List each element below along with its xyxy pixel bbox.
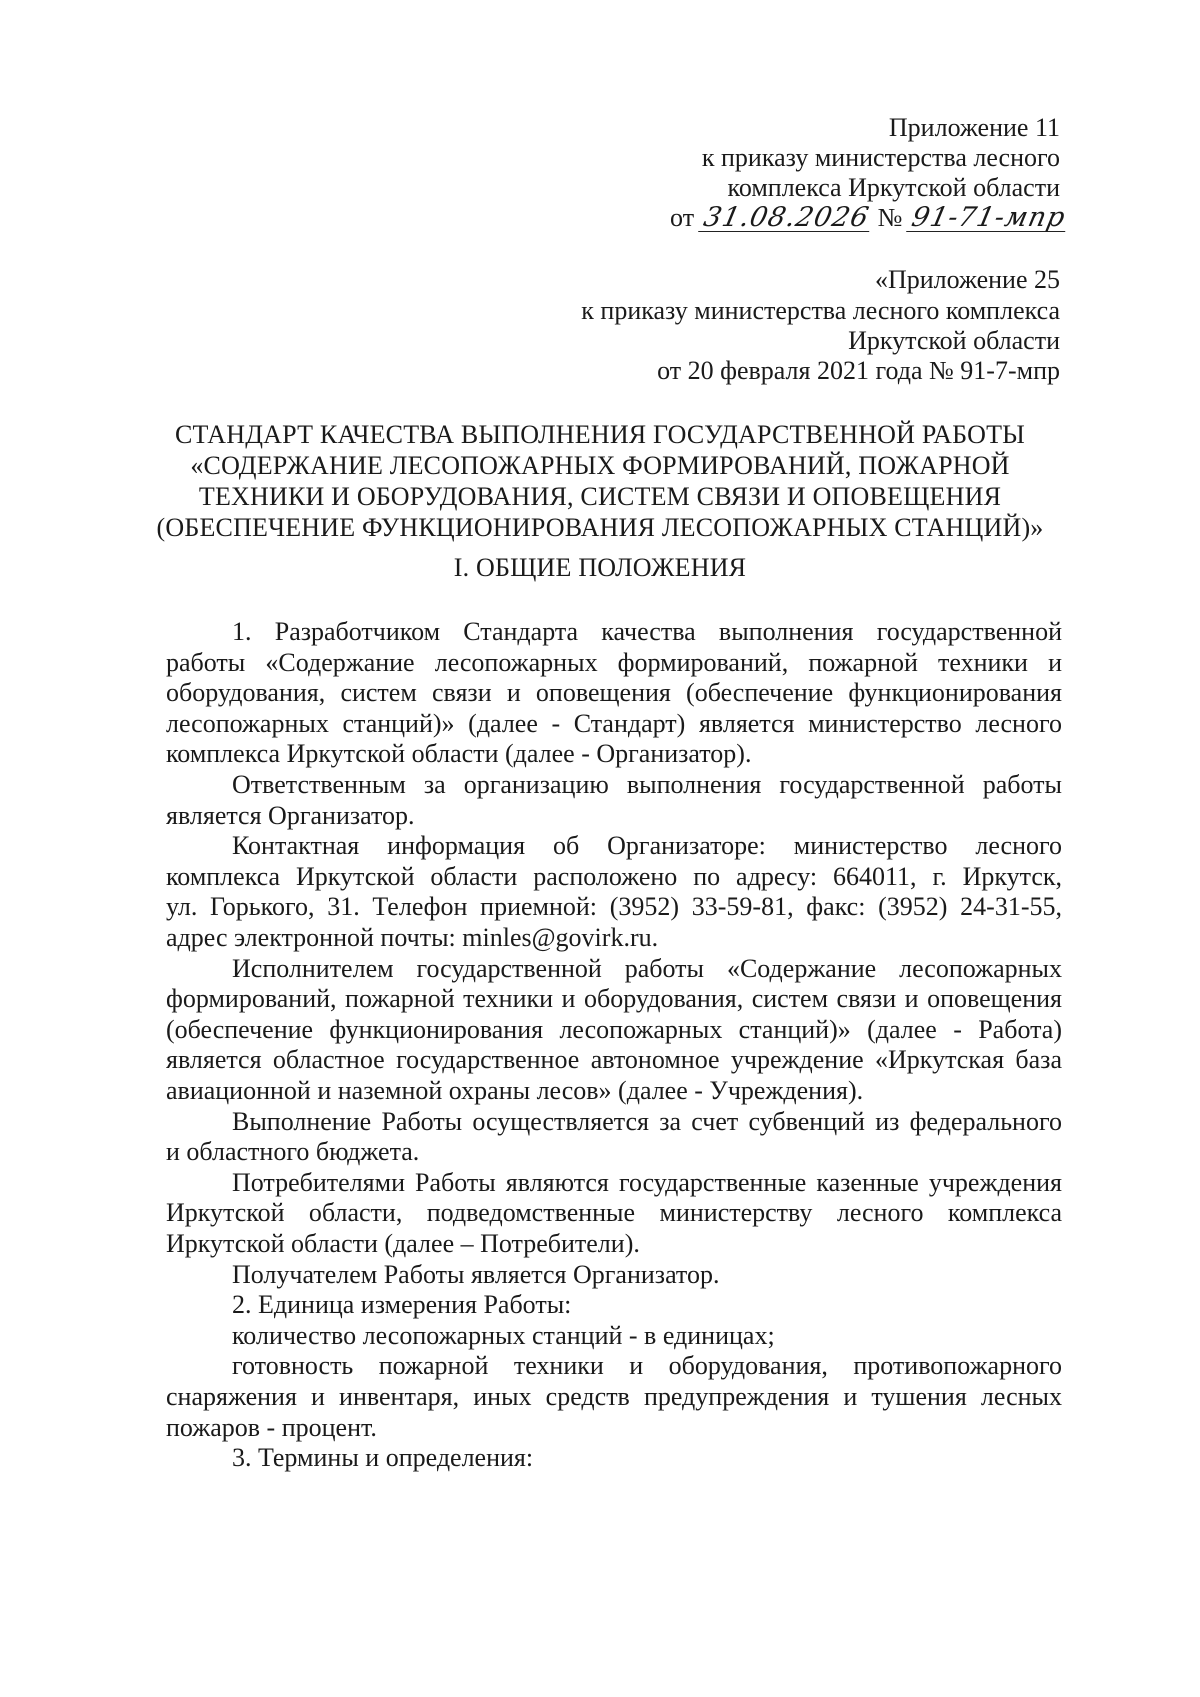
paragraph-line: адрес электронной почты: minles@govirk.ru. [166,923,659,952]
paragraph-line: Контактная информация об Организаторе: министерство лесного [232,831,1062,861]
paragraph-line: Иркутской области, подведомственные министерству лесного комплекса [166,1198,1062,1228]
paragraph-line: формирований, пожарной техники и оборудования, систем связи и оповещения [166,984,1062,1014]
paragraph-line: 2. Единица измерения Работы: [232,1290,572,1320]
paragraph-line: комплекса Иркутской области (далее - Организатор). [166,739,752,769]
title-line-3: ТЕХНИКИ И ОБОРУДОВАНИЯ, СИСТЕМ СВЯЗИ И ОПОВЕЩЕНИЯ [198,482,1002,511]
paragraph-line: пожаров - процент. [166,1412,377,1442]
paragraph-line: комплекса Иркутской области расположено по адресу: 664011, г. Иркутск, [166,861,1062,891]
paragraph-line: готовность пожарной техники и оборудования, противопожарного [232,1351,1062,1381]
appendix11-line3: комплекса Иркутской области [727,173,1060,202]
paragraph-line: Исполнителем государственной работы «Содержание лесопожарных [232,953,1062,983]
paragraph-line: снаряжения и инвентаря, иных средств предупреждения и тушения лесных [166,1382,1062,1411]
appendix11-date-line [670,203,1068,233]
paragraph-line: оборудования, систем связи и оповещения (обеспечение функционирования [166,678,1062,708]
title-line-4: (ОБЕСПЕЧЕНИЕ ФУНКЦИОНИРОВАНИЯ ЛЕСОПОЖАРНЫХ СТАНЦИЙ)» [156,513,1044,542]
paragraph-line: Получателем Работы является Организатор. [232,1259,720,1289]
title-line-2: «СОДЕРЖАНИЕ ЛЕСОПОЖАРНЫХ ФОРМИРОВАНИЙ, ПОЖАРНОЙ [190,451,1010,480]
paragraph-line: 1. Разработчиком Стандарта качества выполнения государственной [232,617,1062,646]
paragraph-line: и областного бюджета. [166,1137,420,1167]
appendix25-line4: от 20 февраля 2021 года № 91-7-мпр [657,356,1060,385]
title-line-1: СТАНДАРТ КАЧЕСТВА ВЫПОЛНЕНИЯ ГОСУДАРСТВЕННОЙ РАБОТЫ [174,420,1026,449]
appendix11-line1: Приложение 11 [888,113,1060,142]
paragraph-line: (обеспечение функционирования лесопожарных станций)» (далее - Работа) [166,1014,1062,1044]
appendix25-line2: к приказу министерства лесного комплекса [581,296,1060,325]
paragraph-line: является Организатор. [166,800,415,830]
paragraph-line: является областное государственное автономное учреждение «Иркутская база [166,1045,1062,1075]
appendix11-line2: к приказу министерства лесного [701,143,1060,172]
section-heading: I. ОБЩИЕ ПОЛОЖЕНИЯ [453,553,747,582]
number-prefix: № [877,203,903,232]
paragraph-line: Иркутской области (далее – Потребители). [166,1229,640,1258]
appendix25-line3: Иркутской области [848,326,1060,355]
paragraph-line: количество лесопожарных станций - в единицах; [232,1320,775,1350]
handwritten-number: 91-71-мпр [906,205,1071,232]
paragraph-line: 3. Термины и определения: [232,1443,534,1473]
paragraph-line: лесопожарных станций)» (далее - Стандарт) является министерство лесного [166,708,1062,738]
paragraph-line: Ответственным за организацию выполнения государственной работы [232,770,1062,799]
appendix25-line1: «Приложение 25 [874,265,1060,294]
paragraph-line: Выполнение Работы осуществляется за счет субвенций из федерального [232,1106,1062,1136]
date-prefix: от [670,203,695,232]
paragraph-line: ул. Горького, 31. Телефон приемной: (3952) 33-59-81, факс: (3952) 24-31-55, [166,892,1062,922]
paragraph-line: работы «Содержание лесопожарных формирований, пожарной техники и [166,647,1062,677]
paragraph-line: авиационной и наземной охраны лесов» (далее - Учреждения). [166,1076,864,1105]
handwritten-date: 31.08.2026 [698,205,874,232]
paragraph-line: Потребителями Работы являются государственные казенные учреждения [232,1167,1062,1197]
